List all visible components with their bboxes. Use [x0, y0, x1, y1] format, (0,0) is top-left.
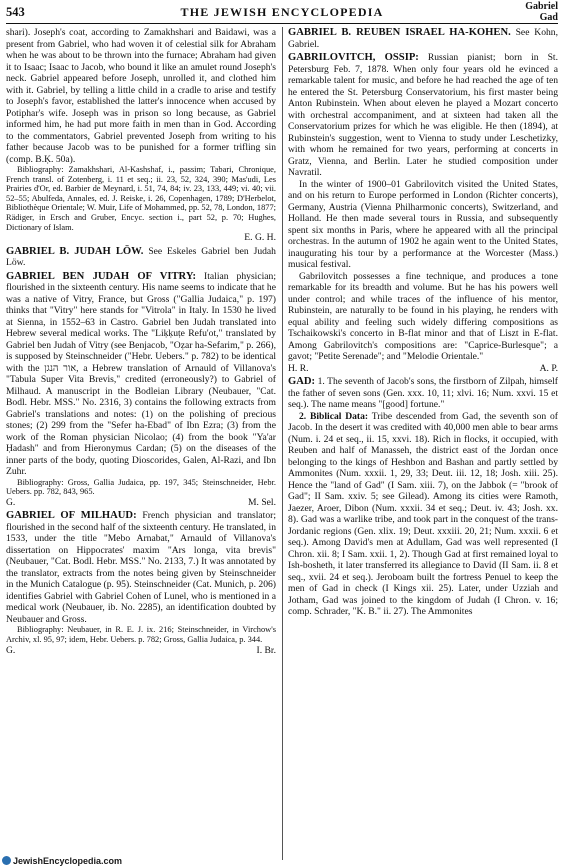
- signature-initials: M. Sel.: [248, 496, 276, 508]
- site-footer: [2, 856, 122, 866]
- entry-text: French physician and translator; flourished in the second half of the sixteenth century. He translated, in 1533, under the title "Mebo Arnabat," Arnauld of Villanova's dissertation on Hippocrates' maxim "Ars longa, vita brevis" (Neubauer, "Cat. Bodl. Hebr. MSS." No. 2133, 7.) It was annotated by the translator, extracts from the notes being given by Steinschneider in the Munich Catalogue (p. 95). Steinschneider (Cat. Munich, p. 206) identifies Gabriel with Gabriel Cohen of Lunel, who is mentioned in a medical work (Neubauer, ib. No. 2285), an identification doubted by Neubauer and Gross.: [6, 510, 276, 625]
- entry-gad: [288, 376, 558, 411]
- signature-initials: G.: [6, 496, 16, 508]
- entry-text: See Kohn, Gabriel.: [288, 27, 558, 50]
- signature-initials: G.: [6, 644, 16, 656]
- header-rule: [6, 23, 558, 24]
- entry-text: See Eskeles Gabriel ben Judah Löw.: [6, 245, 276, 269]
- entry-gabrilovitch: [288, 52, 558, 179]
- entry-text: 1. The seventh of Jacob's sons, the firstborn of Zilpah, himself the father of seven sons (Gen. xxx. 10, 11; xlvi. 16; Num. xxvi. 15 et seq.). The name means "[good] fortune.": [288, 376, 558, 410]
- left-column: [6, 27, 276, 656]
- signature-2: [6, 497, 276, 509]
- running-title: THE JEWISH ENCYCLOPEDIA: [180, 5, 384, 19]
- entry-title: GABRILOVITCH, OSSIP:: [288, 52, 419, 63]
- entry-title: GABRIEL BEN JUDAH OF VITRY:: [6, 270, 197, 282]
- entry-gabriel-vitry: [6, 271, 276, 478]
- entry-gabriel-milhaud: [6, 510, 276, 625]
- paragraph-gabrilovitch-style: Gabrilovitch possesses a fine technique, and produces a tone remarkable for its breadth and volume. But he has his powers well under control; and while traces of the influence of his mentor, Rubinstein, are naturally to be found in his playing, he renders with equal ability and feeling such widely differing compositions as Tschaikowski's concerto in B-flat minor and that of Liszt in E-flat. Among Gabrilovitch's compositions are: "Caprice-Burlesque"; a gavot; "Petite Serenade"; and "Melodie Orientale.": [288, 270, 558, 362]
- page-header: [6, 2, 558, 24]
- entry-gabriel-judah-low: [6, 246, 276, 269]
- section-text: Tribe descended from Gad, the seventh son of Jacob. In the desert it was credited with 40,000 men able to bear arms (Num. i. 24 et seq., ii. 15, xxvi. 18). Rich in flocks, it occupied, with Reuben and half of Manasseh, the district east of the Jordan once belonging to the kings of Heshbon and Bashan and partly settled by Ammonites (Num. xxxii. 1, 29, 33; Deut. iii. 12, 18; Josh. xiii. 25). Hence the "land of Gad" (I Sam. xiii. 7), on the Jabbok (= "brook of Gad"; II Sam. xxiv. 5; see Gilead). Among its cities were Ramoth, Jaezer, Aroer, Dibon (Num. xxxii. 34 et seq.; Deut. iv. 43; Josh. xx. 8). Gad was a warlike tribe, and took part in the conquest of the trans-Jordanic regions (Gen. xlix. 19; Deut. xxxiii. 20, 21; Num. xxxii. 6 et seq.). Among David's men at Adullam, Gad was well represented (I Chron. xii. 8; I Sam. xxii. 1, 2). Though Gad at first remained loyal to Ish-bosheth, it later transferred its allegiance to David (II Sam. ii. 8 et seq., xvii. 24 et seq.). Jeroboam built the fortress Penuel to keep the men of Gad in check (I Kings xii. 25). Later, under Uzziah and Jotham, Gad was joined to the kingdom of Judah (I Chron. v. 16; comp. Schrader, "K. B." ii. 27). The Ammonites: [288, 410, 558, 617]
- guide-word-bottom: Gad: [539, 11, 558, 23]
- globe-icon: [2, 856, 11, 865]
- entry-text: Italian physician; flourished in the sixteenth century. His name seems to indicate that he was a native of Vitry, France, but Gross ("Gallia Judaica," p. 197) thinks that "Vitry" here stands for "Vitrola" in Italy. In 1530 he lived at Sienna, in 1552–63 in Castro. Gabriel ben Judah translated into Hebrew several medical works. The "Liḳḳuṭe Refu'ot," translated by Gabriel ben Judah of Vitry (see Benjacob, "Oẓar ha-Sefarim," p. 266), is supposed by Steinschneider ("Hebr. Uebers." p. 782) to be identical with the אור הנגן, a Hebrew translation of Arnauld of Villanova's "Tabula Super Vita Brevis," credited (erroneously?) to Gabriel of Milhaud. A manuscript in the Bodleian Library (Neubauer, "Cat. Bodl. Hebr. MSS." No. 2316, 3) contains the following extracts from Gabriel's translations and notes: (1) on the polishing of precious stones; (2) 299 from the "Sefer ha-Ebad" of Ibn Ezra; (3) from the work of the Roman physician Nicolao; (4) from the book "Ya'ar Ḥadash" and from Hieronymus Cardan; (5) on the diseases of the inner parts of the body, quoting Dioscorides, Galen, Al-Razi, and Ibn Zuhr.: [6, 270, 277, 478]
- signature-initials: H. R.: [288, 362, 309, 374]
- guide-words: [525, 2, 558, 23]
- page-number: 543: [6, 5, 25, 19]
- guide-word-top: Gabriel: [525, 1, 558, 12]
- signature-1: [6, 232, 276, 244]
- section-biblical-data: [288, 411, 558, 618]
- entry-text: Russian pianist; born in St. Petersburg Feb. 7, 1878. When only four years old he evinced a remarkable talent for music, and before he had reached the age of ten he entered the St. Petersburg Conservatorium, his first master being Anton Rubinstein. When about eleven he played a Mozart concerto with orchestral accompaniment, and at sixteen had taken all the Conservatorium prizes for which he was eligible. He then (1894), at Rubinstein's suggestion, went to Vienna to study under Leschetizky, with whom he remained for two years, performing at concerts in Gratz, Vienna, and Berlin. Later he studied composition under Navratil.: [288, 52, 558, 178]
- entry-title: GAD:: [288, 376, 316, 387]
- signature-3: [6, 645, 276, 657]
- entry-title: GABRIEL B. JUDAH LÖW.: [6, 245, 144, 257]
- footer-text: JewishEncyclopedia.com: [13, 856, 123, 866]
- signature-initials: A. P.: [539, 362, 558, 374]
- section-title: 2. Biblical Data:: [299, 410, 369, 422]
- paragraph-gabrilovitch-tours: In the winter of 1900–01 Gabrilovitch visited the United States, and on his return to Europe performed in London (Richter concerts), Germany, Austria (Vienna Philharmonic concerts), Switzerland, and Holland. He then made several tours in Russia, and subsequently spent six months in Paris, where he appeared with all the principal orchestras. In the autumn of 1902 he again went to the United States, inaugurating his tour by a performance at the Worcester (Mass.) musical festival.: [288, 178, 558, 270]
- entry-title: GABRIEL B. REUBEN ISRAEL HA-KOHEN.: [288, 27, 511, 38]
- bibliography-milhaud: Bibliography: Neubauer, in R. E. J. ix. 216; Steinschneider, in Virchow's Archiv, xl. 95, 97; idem, Hebr. Uebers. p. 782; Gross, Gallia Judaica, p. 344.: [6, 625, 276, 644]
- bibliography-vitry: Bibliography: Gross, Gallia Judaica, pp. 197, 345; Steinschneider, Hebr. Uebers. pp. 782, 843, 965.: [6, 477, 276, 497]
- entry-gabriel-reuben: [288, 27, 558, 50]
- entry-title: GABRIEL OF MILHAUD:: [6, 510, 137, 522]
- signature-initials: I. Br.: [256, 644, 276, 656]
- signature-initials: E. G. H.: [244, 232, 276, 244]
- signature-4: [288, 363, 558, 375]
- paragraph-koran-joseph: shari). Joseph's coat, according to Zamakhshari and Baidawi, was a present from Gabriel, who had woven it of celestial silk for Abraham when he was about to be thrown into the furnace; Abraham had given it to Isaac; Isaac to Jacob, who bound it like an amulet round Joseph's neck. Gabriel appeared before Joseph, unrolled it, and clothed him with it. Gabriel, by telling a little child in a cradle to arise and testify to Joseph's favor, established the latter's innocence when accused by Potiphar's wife. Joseph was in prison so long because, as Gabriel informed him, he had put more faith in men than in God. According to the commentators, Gabriel prevented Joseph from writing to his father because Jacob was to be punished for a former trifling sin (comp. B.Ḳ. 50a).: [6, 27, 276, 165]
- right-column: [288, 27, 558, 618]
- column-divider: [282, 27, 283, 860]
- bibliography-koran: Bibliography: Zamakhshari, Al-Kashshaf, i., passim; Tabari, Chronique, French transl. of Zotenberg, i. 11 et seq.; ii. 23, 52, 324, 390; Mas'udi, Les Prairies d'Or, ed. Barbier de Meynard, i. 51, 74, 84; iv. 23, 133, 449; vi. 40; vii. 52–55; Abulfeda, Annales, ed. J. Reiske, i. 26, Copenhagen, 1789; D'Herbelot, Bibliothèque Orientale; W. Muir, Life of Mohammed, pp. 52, 78, London, 1877; Rädiger, in Ersch and Gruber, Encyc. section i., part 52, p. 70; Hughes, Dictionary of Islam.: [6, 165, 276, 232]
